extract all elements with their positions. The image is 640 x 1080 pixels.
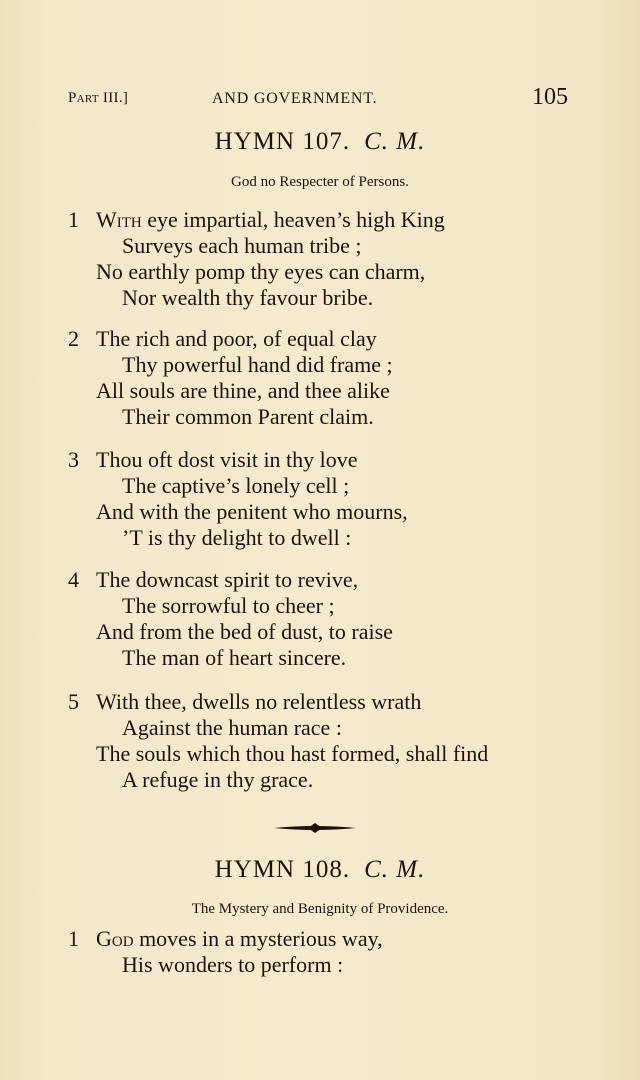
verse-line-text: No earthly pomp thy eyes can charm,	[96, 259, 426, 284]
verse-line-text: The souls which thou hast formed, shall find	[96, 741, 489, 766]
verse-line	[68, 285, 588, 311]
hymn-107-stanza-3	[68, 447, 588, 551]
stanza-number: 3	[68, 447, 79, 472]
verse-line	[68, 259, 588, 285]
running-head-section: Part III.]	[68, 90, 129, 106]
hymn-107-meter: C. M.	[364, 128, 426, 155]
hymn-107-number: HYMN 107.	[214, 128, 351, 155]
stanza-number: 2	[68, 326, 79, 351]
running-head-title: AND GOVERNMENT.	[212, 90, 378, 107]
verse-line-text: The sorrowful to cheer ;	[122, 593, 335, 618]
verse-line	[68, 715, 588, 741]
initial-word: With	[96, 207, 142, 232]
verse-line	[68, 645, 588, 671]
hymn-107-stanza-1	[68, 207, 588, 311]
hymn-108-subtitle: The Mystery and Benignity of Providence.	[191, 901, 449, 917]
verse-line	[68, 499, 588, 525]
verse-line	[68, 619, 588, 645]
verse-line	[68, 352, 588, 378]
verse-line	[68, 767, 588, 793]
verse-line-rest: eye impartial, heaven’s high King	[141, 207, 445, 232]
hymn-108-number: HYMN 108.	[214, 856, 351, 883]
verse-line-text: And from the bed of dust, to raise	[96, 619, 393, 644]
verse-line-text: The rich and poor, of equal clay	[96, 326, 377, 351]
hymn-107-subtitle: God no Respecter of Persons.	[231, 174, 409, 190]
running-head	[68, 84, 568, 114]
verse-line-text: All souls are thine, and thee alike	[96, 378, 390, 403]
stanza-number: 4	[68, 567, 79, 592]
verse-line	[68, 326, 588, 352]
initial-word: God	[96, 926, 134, 951]
verse-line-text	[96, 207, 445, 233]
verse-line	[68, 689, 588, 715]
verse-line-text: Thy powerful hand did frame ;	[122, 352, 393, 377]
verse-line-text: With thee, dwells no relentless wrath	[96, 689, 422, 714]
verse-line	[68, 473, 588, 499]
hymn-108-title	[0, 856, 640, 884]
verse-line-text: Surveys each human tribe ;	[122, 233, 362, 258]
verse-line-text	[96, 926, 383, 952]
verse-line-text: ’T is thy delight to dwell :	[122, 525, 352, 550]
stanza-number: 5	[68, 689, 79, 714]
verse-line-text: The downcast spirit to revive,	[96, 567, 359, 592]
verse-line	[68, 952, 588, 978]
hymn-108-stanza-1	[68, 926, 588, 978]
verse-line	[68, 741, 588, 767]
verse-line	[68, 233, 588, 259]
verse-line	[68, 593, 588, 619]
hymn-107-stanza-2	[68, 326, 588, 430]
verse-line	[68, 567, 588, 593]
verse-line	[68, 525, 588, 551]
page-number: 105	[532, 84, 568, 110]
verse-line-text: The captive’s lonely cell ;	[122, 473, 350, 498]
verse-line	[68, 378, 588, 404]
stanza-number: 1	[68, 207, 79, 232]
verse-line-text: Thou oft dost visit in thy love	[96, 447, 358, 472]
verse-line-text: His wonders to perform :	[122, 952, 344, 977]
verse-line	[68, 926, 588, 952]
verse-line-text: The man of heart sincere.	[122, 645, 347, 670]
verse-line	[68, 404, 588, 430]
verse-line-text: A refuge in thy grace.	[122, 767, 314, 792]
hymn-107-stanza-4	[68, 567, 588, 671]
verse-line-text: Against the human race :	[122, 715, 342, 740]
ornament-divider-icon	[270, 820, 360, 836]
hymn-108-meter: C. M.	[364, 856, 426, 883]
verse-line-rest: moves in a mysterious way,	[133, 926, 383, 951]
verse-line	[68, 207, 588, 233]
verse-line-text: Nor wealth thy favour bribe.	[122, 285, 374, 310]
verse-line-text: And with the penitent who mourns,	[96, 499, 408, 524]
stanza-number: 1	[68, 926, 79, 951]
verse-line	[68, 447, 588, 473]
hymn-107-stanza-5	[68, 689, 588, 793]
verse-line-text: Their common Parent claim.	[122, 404, 374, 429]
hymn-107-title	[0, 128, 640, 156]
